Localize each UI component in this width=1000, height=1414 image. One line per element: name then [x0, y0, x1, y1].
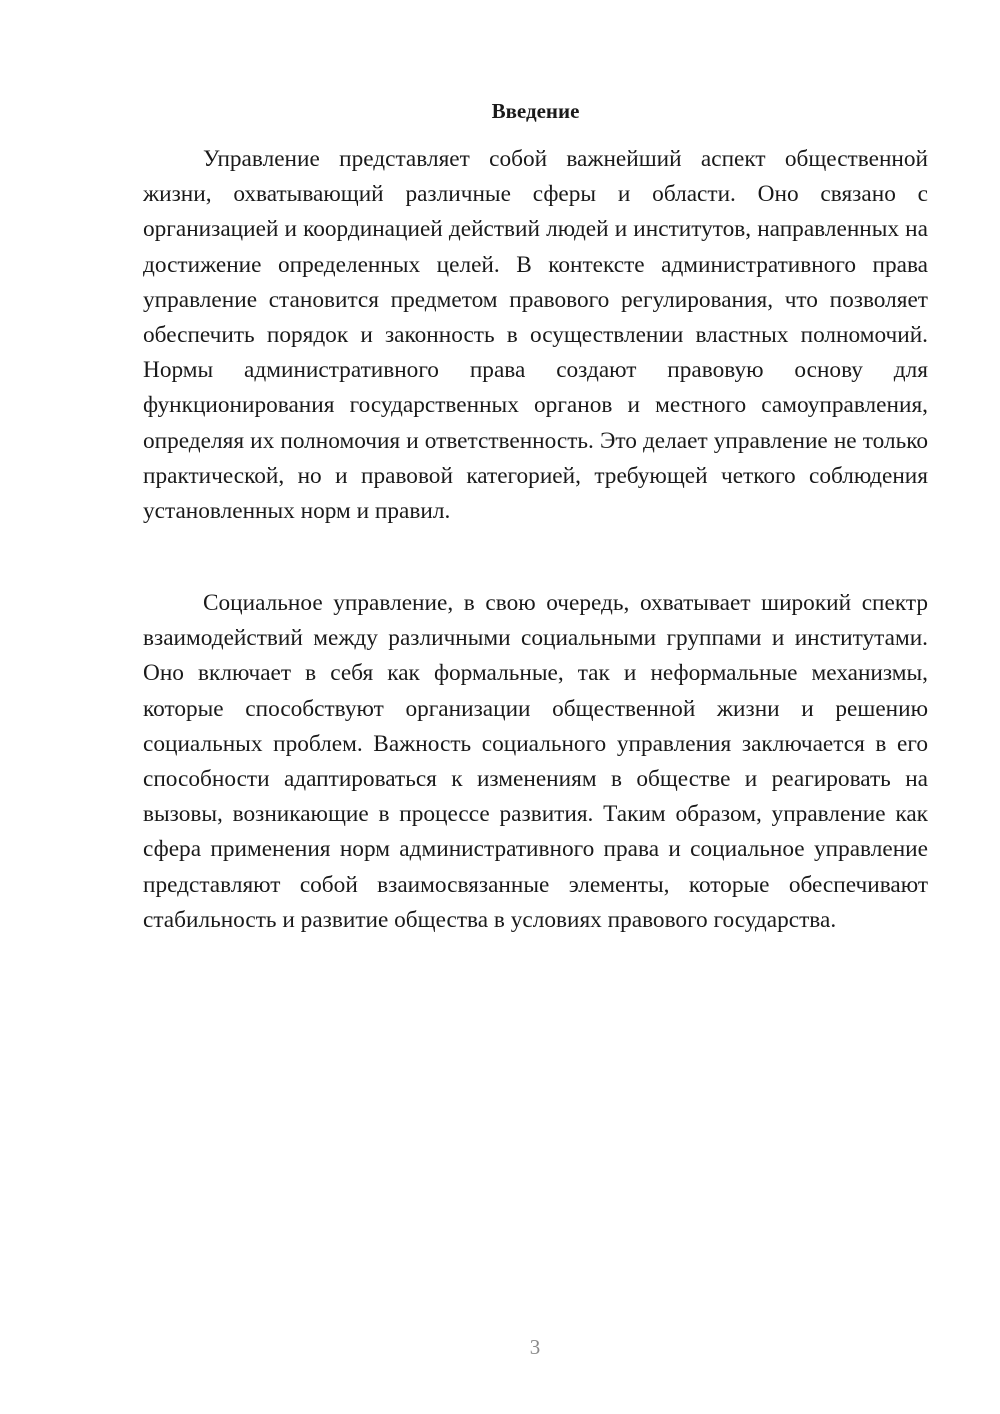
page-number: 3: [529, 1335, 541, 1359]
paragraph-introduction-2: Социальное управление, в свою очередь, охватывает широкий спектр взаимодействий между различными социальными группами и институтами. Оно включает в себя как формальные, так и неформальные механизмы, которые способствуют организации общественной жизни и решению социальных проблем. Важность социального управления заключается в его способности адаптироваться к изменениям в обществе и реагировать на вызовы, возникающие в процессе развития. Таким образом, управление как сфера применения норм административного права и социальное управление представляют собой взаимосвязанные элементы, которые обеспечивают стабильность и развитие общества в условиях правового государства.: [143, 590, 928, 933]
paragraph-introduction-1: Управление представляет собой важнейший аспект общественной жизни, охватывающий различные сферы и области. Оно связано с организацией и координацией действий людей и институтов, направленных на достижение определенных целей. В контексте административного права управление становится предметом правового регулирования, что позволяет обеспечить порядок и законность в осуществлении властных полномочий. Нормы административного права создают правовую основу для функционирования государственных органов и местного самоуправления, определяя их полномочия и ответственность. Это делает управление не только практической, но и правовой категорией, требующей четкого соблюдения установленных норм и правил.: [143, 146, 928, 525]
section-heading: Введение: [491, 99, 580, 123]
